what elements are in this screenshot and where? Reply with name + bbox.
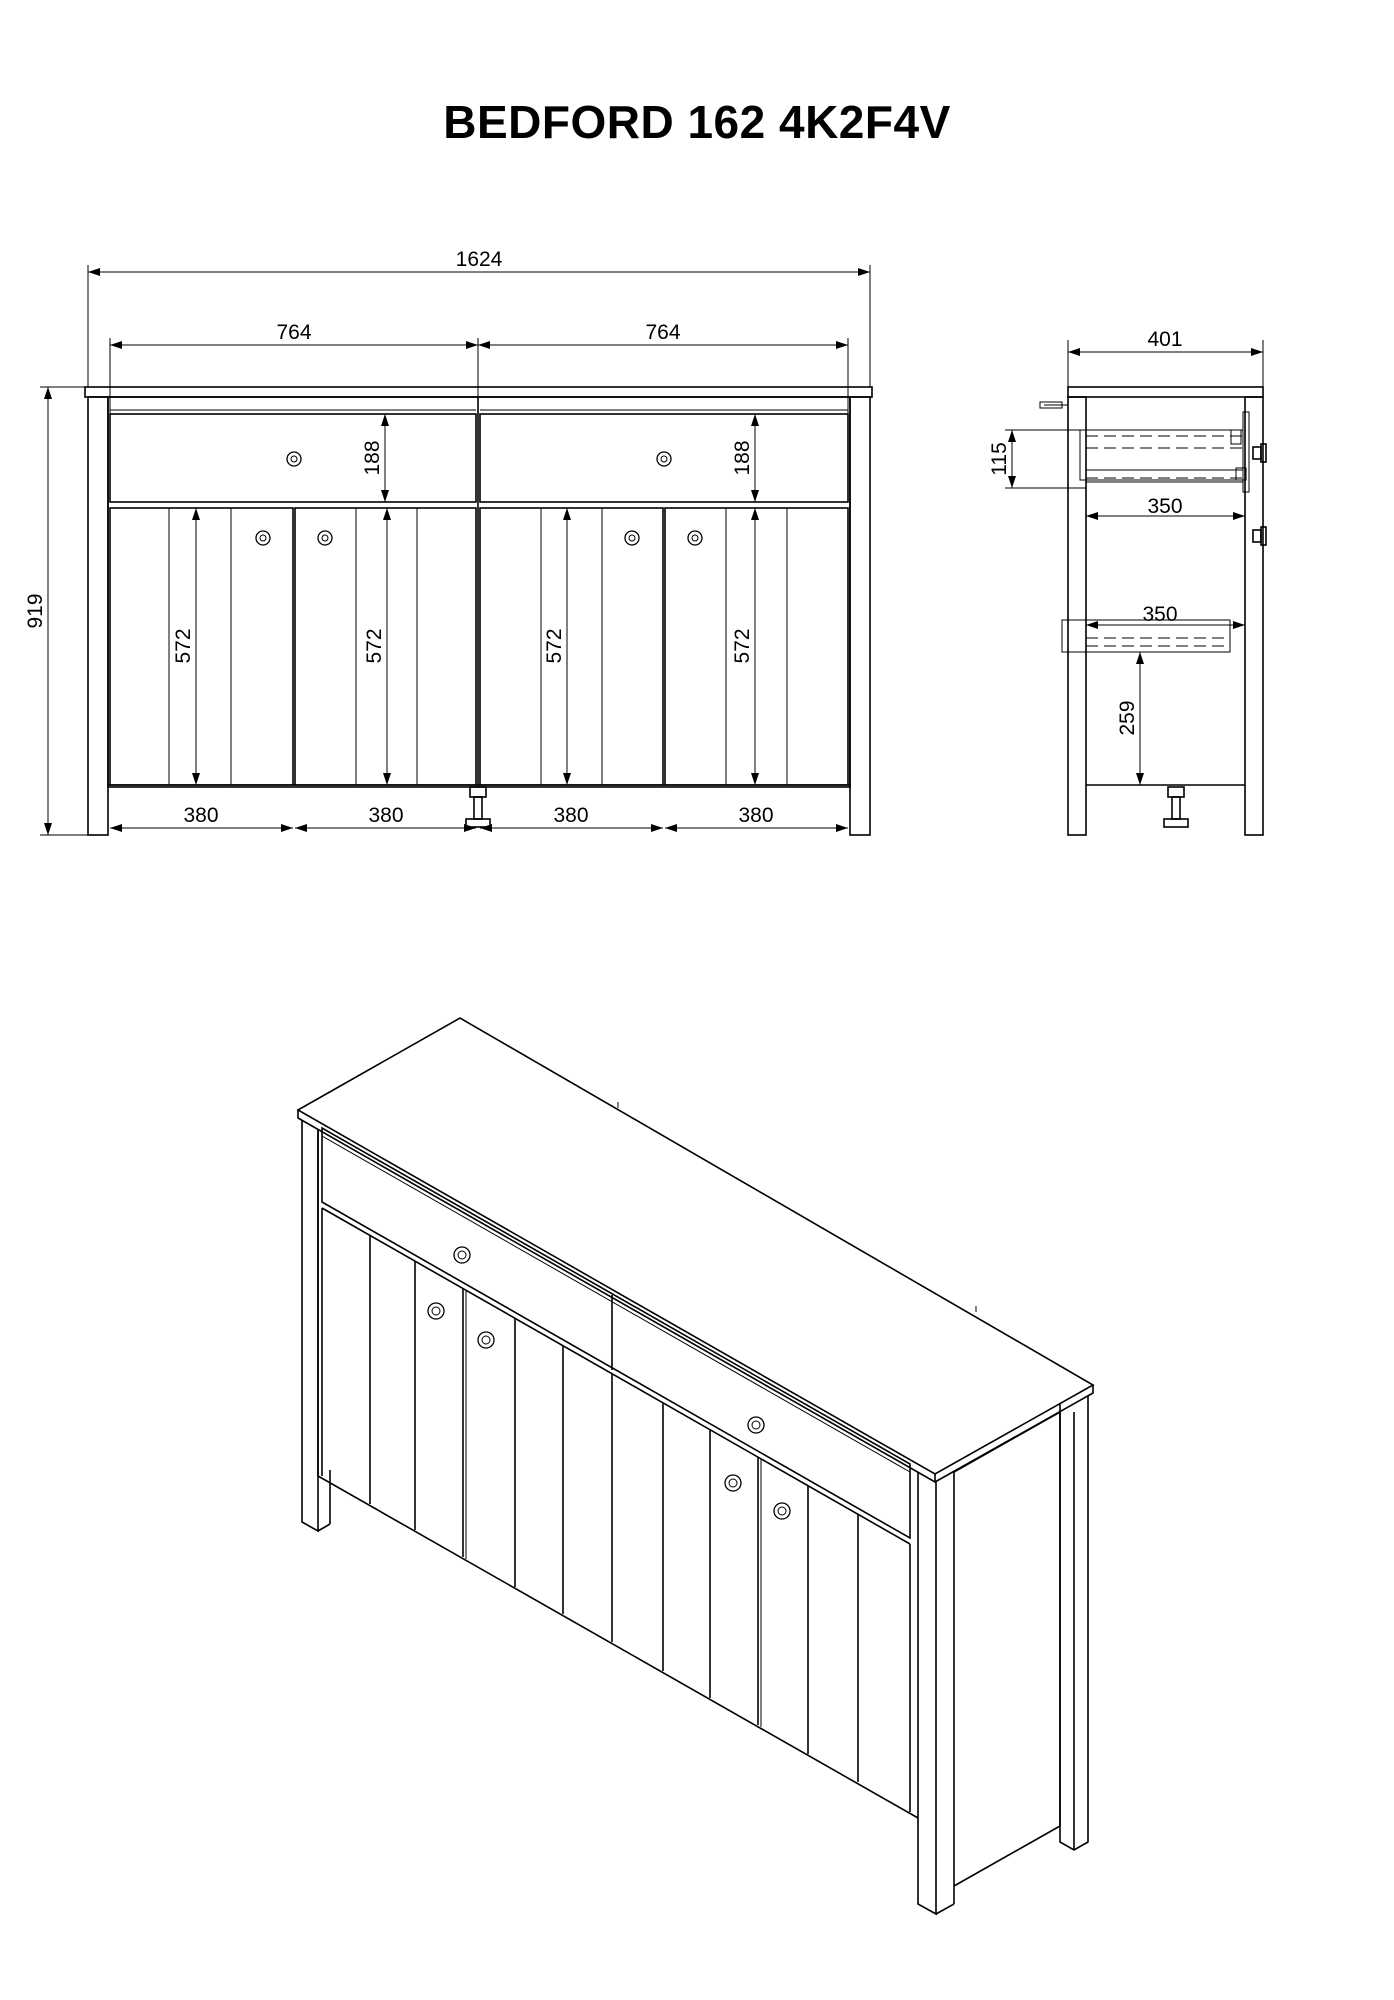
dim-door-height-4: 572 [731, 628, 754, 664]
drawer-knob-icon [1253, 444, 1266, 462]
adjustable-foot-icon [1164, 787, 1188, 827]
dim-door-width-4: 380 [738, 804, 774, 827]
dim-door-height-3: 572 [543, 628, 566, 664]
dim-section-width-left: 764 [276, 321, 312, 344]
dim-shelf-depth: 350 [1142, 603, 1178, 626]
isometric-view [298, 1018, 1093, 1914]
drawing-title: BEDFORD 162 4K2F4V [443, 96, 951, 148]
dim-door-width-3: 380 [553, 804, 589, 827]
dim-door-height-2: 572 [363, 628, 386, 664]
dim-depth: 401 [1147, 328, 1183, 351]
door-knob-icon [428, 1303, 790, 1519]
door-knob-icon [256, 531, 702, 545]
adjustable-foot-icon [466, 787, 490, 827]
drawer-knob-icon [287, 452, 671, 466]
dim-drawer-depth: 350 [1147, 495, 1183, 518]
dim-total-height: 919 [24, 593, 47, 629]
dim-section-width-right: 764 [645, 321, 681, 344]
dim-shelf-height: 259 [1116, 700, 1139, 736]
dim-drawer-height-1: 188 [361, 440, 384, 476]
drawer-knob-icon [454, 1247, 764, 1433]
dim-drawer-side-height: 115 [988, 442, 1011, 476]
dim-total-width: 1624 [455, 248, 503, 271]
dim-door-height-1: 572 [172, 628, 195, 664]
wall-fixing-icon [1040, 402, 1068, 408]
dim-door-width-1: 380 [183, 804, 219, 827]
dim-door-width-2: 380 [368, 804, 404, 827]
front-view [24, 248, 872, 835]
dim-drawer-height-2: 188 [731, 440, 754, 476]
side-view [988, 328, 1266, 835]
door-knob-icon [1253, 527, 1266, 545]
